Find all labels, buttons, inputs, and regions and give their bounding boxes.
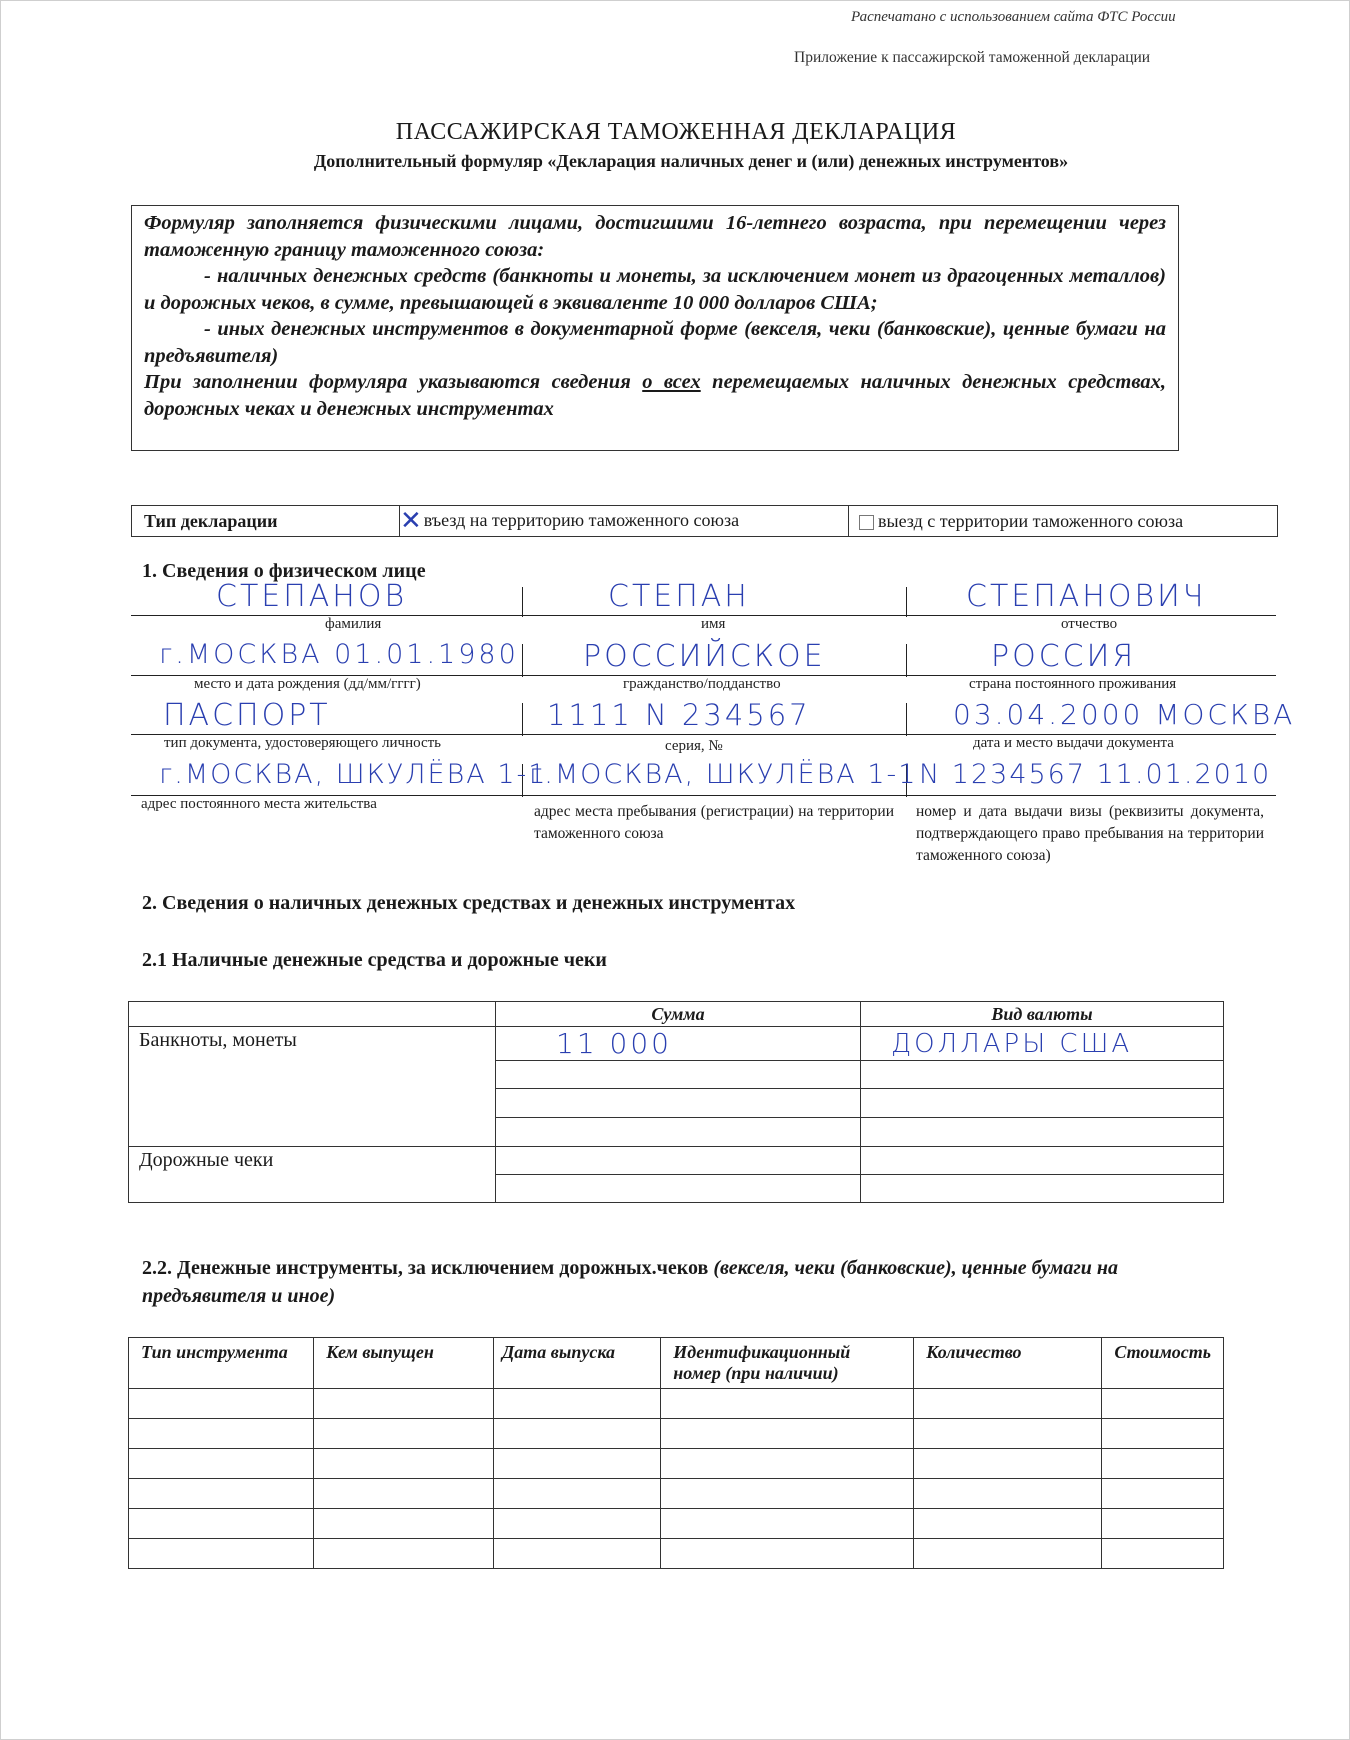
checked-x-icon[interactable]: ✕ — [400, 506, 422, 536]
document-series-number-value[interactable]: 1111 N 234567 — [547, 698, 811, 732]
birth-place-date-value[interactable]: г.МОСКВА 01.01.1980 — [159, 639, 519, 670]
column-header-issue-date: Дата выпуска — [494, 1338, 661, 1389]
instrument-cell[interactable] — [661, 1419, 914, 1449]
section1-title: 1. Сведения о физическом лице — [142, 560, 426, 582]
instrument-cell[interactable] — [314, 1479, 494, 1509]
check-amount-cell[interactable] — [496, 1175, 861, 1203]
instrument-cell[interactable] — [129, 1449, 314, 1479]
instrument-cell[interactable] — [129, 1539, 314, 1569]
column-header-currency: Вид валюты — [861, 1002, 1224, 1027]
divider — [522, 703, 523, 736]
entry-option-label: въезд на территорию таможенного союза — [423, 510, 740, 530]
section21-title: 2.1 Наличные денежные средства и дорожные чеки — [142, 949, 607, 971]
banknote-amount-cell[interactable] — [496, 1118, 861, 1147]
instructions-closing-end: перемещаемых наличных денежных средствах, дорожных чеках и денежных инструментах — [144, 371, 1166, 420]
instructions-item-instruments: - иных денежных инструментов в документарной форме (векселя, чеки (банковские), ценные бумаги на предъявителя) — [144, 318, 1166, 367]
instructions-closing-underlined: о всех — [642, 371, 701, 393]
column-header-identification-number: Идентификационный номер (при наличии) — [661, 1338, 914, 1389]
banknote-currency-cell[interactable]: ДОЛЛАРЫ США — [861, 1027, 1224, 1061]
instructions-box — [131, 205, 1179, 451]
instrument-cell[interactable] — [494, 1539, 661, 1569]
document-issue-date-place-value[interactable]: 03.04.2000 МОСКВА — [953, 698, 1296, 731]
check-currency-cell[interactable] — [861, 1175, 1224, 1203]
column-header-instrument-type: Тип инструмента — [129, 1338, 314, 1389]
unchecked-checkbox-icon[interactable] — [859, 515, 874, 530]
instrument-cell[interactable] — [494, 1389, 661, 1419]
instrument-cell[interactable] — [661, 1539, 914, 1569]
instrument-cell[interactable] — [914, 1449, 1102, 1479]
table-row — [129, 1389, 1224, 1419]
visa-number-date-value[interactable]: N 1234567 11.01.2010 — [919, 759, 1272, 790]
instrument-cell[interactable] — [129, 1419, 314, 1449]
instrument-cell[interactable] — [314, 1419, 494, 1449]
id-document-type-label: тип документа, удостоверяющего личность — [164, 735, 442, 751]
visa-number-date-label: номер и дата выдачи визы (реквизиты документа, подтверждающего право пребывания на территории таможенного союза) — [916, 803, 1264, 864]
check-amount-cell[interactable] — [496, 1147, 861, 1175]
instrument-cell[interactable] — [314, 1449, 494, 1479]
banknote-amount-cell[interactable]: 11 000 — [496, 1027, 861, 1061]
instructions-closing-start: При заполнении формуляра указываются сведения — [144, 371, 643, 393]
declaration-type-label: Тип декларации — [132, 506, 400, 537]
instrument-cell[interactable] — [494, 1449, 661, 1479]
permanent-address-label: адрес постоянного места жительства — [141, 796, 377, 812]
banknotes-label: Банкноты, монеты — [129, 1027, 496, 1147]
section22-title — [142, 1254, 1222, 1310]
column-header-issuer: Кем выпущен — [314, 1338, 494, 1389]
document-title: ПАССАЖИРСКАЯ ТАМОЖЕННАЯ ДЕКЛАРАЦИЯ — [395, 119, 957, 145]
section22-title-examples: (векселя, чеки (банковские), ценные бумаги на предъявителя и иное) — [142, 1257, 1118, 1307]
instrument-cell[interactable] — [1102, 1389, 1224, 1419]
instrument-cell[interactable] — [661, 1449, 914, 1479]
instrument-cell[interactable] — [129, 1509, 314, 1539]
patronymic-label: отчество — [1061, 616, 1118, 632]
instrument-cell[interactable] — [494, 1509, 661, 1539]
column-header-quantity: Количество — [914, 1338, 1102, 1389]
residence-country-label: страна постоянного проживания — [969, 676, 1177, 692]
instructions-closing — [144, 369, 1166, 422]
column-header-amount: Сумма — [496, 1002, 861, 1027]
instrument-cell[interactable] — [129, 1479, 314, 1509]
instrument-cell[interactable] — [314, 1539, 494, 1569]
exit-option-label: выезд с территории таможенного союза — [878, 510, 1184, 531]
printed-note: Распечатано с использованием сайта ФТС России — [851, 9, 1176, 25]
instructions-item-cash: - наличных денежных средств (банкноты и монеты, за исключением монет из драгоценных металлов) и дорожных чеков, в сумме, превышающей в эквиваленте 10 000 долларов США; — [144, 265, 1166, 314]
instrument-cell[interactable] — [661, 1479, 914, 1509]
declaration-type-exit-option[interactable] — [849, 506, 1278, 537]
appendix-note: Приложение к пассажирской таможенной декларации — [794, 49, 1151, 66]
document-series-number-label: серия, № — [665, 738, 723, 754]
citizenship-value[interactable]: РОССИЙСКОЕ — [583, 639, 826, 674]
instrument-cell[interactable] — [914, 1419, 1102, 1449]
instrument-cell[interactable] — [494, 1479, 661, 1509]
given-name-value[interactable]: СТЕПАН — [608, 579, 750, 614]
instrument-cell[interactable] — [914, 1479, 1102, 1509]
banknote-currency-cell[interactable] — [861, 1118, 1224, 1147]
cash-table — [128, 1001, 1224, 1203]
instrument-cell[interactable] — [914, 1509, 1102, 1539]
instructions-intro: Формуляр заполняется физическими лицами, достигшими 16-летнего возраста, при перемещении через таможенную границу таможенного союза: — [144, 212, 1166, 261]
residence-country-value[interactable]: РОССИЯ — [991, 639, 1137, 674]
instrument-cell[interactable] — [914, 1389, 1102, 1419]
given-name-label: имя — [701, 616, 726, 632]
section2-title: 2. Сведения о наличных денежных средствах и денежных инструментах — [142, 892, 796, 914]
declaration-type-entry-option[interactable] — [400, 506, 849, 537]
instrument-cell[interactable] — [661, 1389, 914, 1419]
instrument-cell[interactable] — [914, 1539, 1102, 1569]
temporary-address-value[interactable]: г.МОСКВА, ШКУЛЁВА 1-1 — [529, 759, 918, 790]
table-row — [129, 1449, 1224, 1479]
table-row — [129, 1509, 1224, 1539]
permanent-address-value[interactable]: г.МОСКВА, ШКУЛЁВА 1-1 — [159, 759, 548, 790]
instrument-cell[interactable] — [1102, 1509, 1224, 1539]
citizenship-label: гражданство/подданство — [623, 676, 781, 692]
surname-label: фамилия — [325, 616, 382, 632]
instruments-table — [128, 1337, 1224, 1569]
travel-checks-label: Дорожные чеки — [129, 1147, 496, 1203]
declaration-type-table — [131, 505, 1278, 537]
instrument-cell[interactable] — [494, 1419, 661, 1449]
instrument-cell[interactable] — [314, 1389, 494, 1419]
check-currency-cell[interactable] — [861, 1147, 1224, 1175]
instrument-cell[interactable] — [129, 1389, 314, 1419]
divider — [906, 703, 907, 736]
instrument-cell[interactable] — [661, 1509, 914, 1539]
divider — [906, 587, 907, 617]
instrument-cell[interactable] — [1102, 1479, 1224, 1509]
instrument-cell[interactable] — [314, 1509, 494, 1539]
id-document-type-value[interactable]: ПАСПОРТ — [163, 698, 331, 733]
banknote-amount-cell[interactable] — [496, 1089, 861, 1118]
section22-title-main: 2.2. Денежные инструменты, за исключением дорожных.чеков — [142, 1257, 709, 1279]
surname-value[interactable]: СТЕПАНОВ — [216, 579, 408, 614]
banknote-currency-cell[interactable] — [861, 1061, 1224, 1089]
banknote-amount-cell[interactable] — [496, 1061, 861, 1089]
divider — [522, 587, 523, 617]
patronymic-value[interactable]: СТЕПАНОВИЧ — [966, 579, 1207, 614]
document-subtitle: Дополнительный формуляр «Декларация наличных денег и (или) денежных инструментов» — [313, 151, 1069, 171]
table-row — [129, 1539, 1224, 1569]
table-row — [129, 1419, 1224, 1449]
column-header-value: Стоимость — [1102, 1338, 1224, 1389]
instrument-cell[interactable] — [1102, 1449, 1224, 1479]
divider — [906, 644, 907, 677]
document-issue-date-place-label: дата и место выдачи документа — [973, 735, 1174, 751]
cash-table-corner — [129, 1002, 496, 1027]
divider — [522, 644, 523, 677]
table-row — [129, 1479, 1224, 1509]
temporary-address-label: адрес места пребывания (регистрации) на территории таможенного союза — [534, 803, 894, 842]
instrument-cell[interactable] — [1102, 1539, 1224, 1569]
instrument-cell[interactable] — [1102, 1419, 1224, 1449]
banknote-currency-cell[interactable] — [861, 1089, 1224, 1118]
birth-place-date-label: место и дата рождения (дд/мм/гггг) — [194, 676, 421, 692]
